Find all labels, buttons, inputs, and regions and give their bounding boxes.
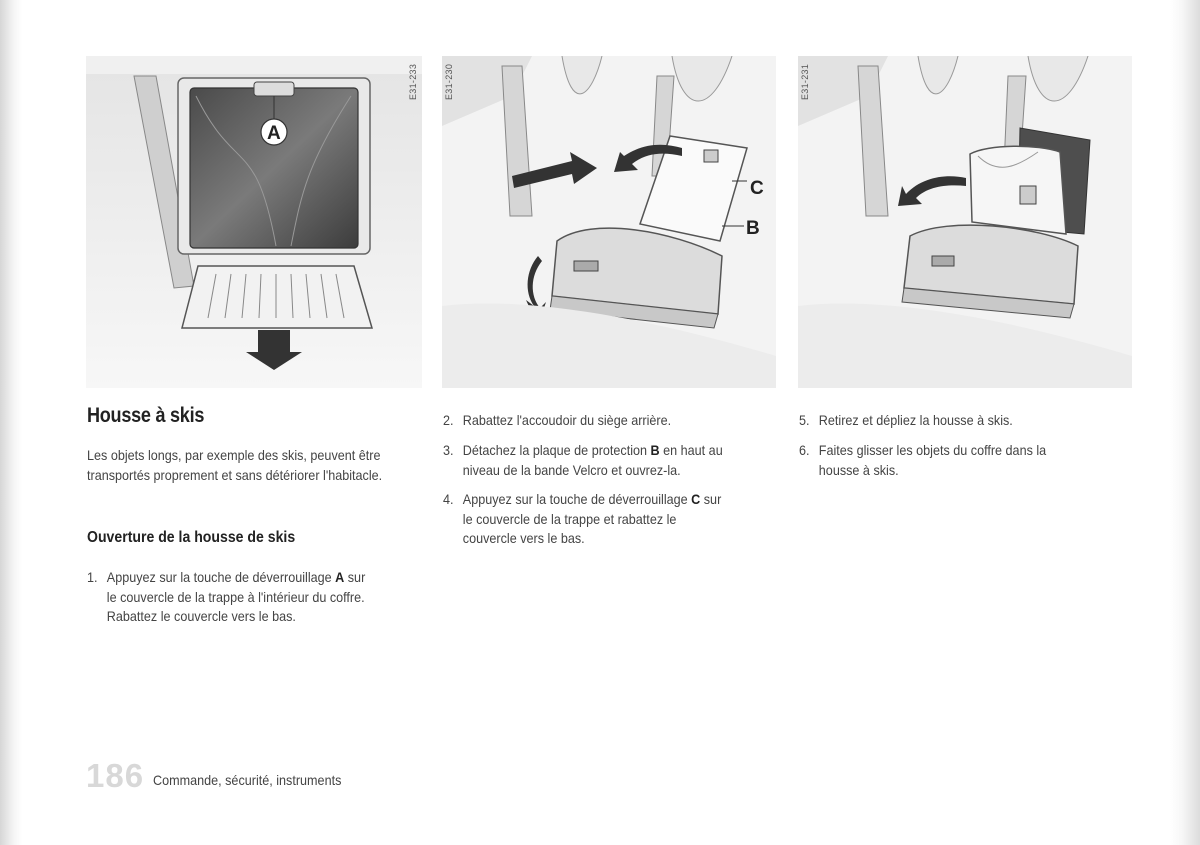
trunk-hatch-illustration (86, 56, 422, 388)
chapter-title: Commande, sécurité, instruments (153, 772, 342, 788)
step-number: 2. (443, 412, 454, 428)
step-text: le couvercle de la trappe et rabattez le (462, 510, 677, 527)
figure-code: E31-230 (444, 63, 454, 100)
figure-code: E31-233 (408, 63, 418, 100)
step-text: Appuyez sur la touche de déverrouillage (462, 491, 692, 507)
intro-text: Les objets longs, par exemple des skis, peuvent être transportés proprement et sans détériorer l'habitacle. (87, 447, 383, 483)
callout-ref-a: A (335, 569, 345, 585)
callout-c: C (750, 178, 764, 199)
figure-armrest-hatch (442, 56, 776, 388)
step-text: le couvercle de la trappe à l'intérieur du coffre. (106, 588, 365, 605)
step-text: sur (344, 569, 366, 585)
figure-ski-bag-unfolded (798, 56, 1132, 388)
callout-b: B (746, 218, 760, 239)
step-5 (799, 411, 1123, 433)
step-number: 5. (799, 412, 810, 428)
step-text: Faites glisser les objets du coffre dans la (818, 442, 1047, 458)
step-number: 4. (443, 491, 454, 507)
step-number: 3. (443, 442, 454, 458)
step-4 (443, 490, 785, 550)
step-text: housse à skis. (818, 461, 899, 478)
step-2 (443, 411, 785, 433)
step-1 (87, 568, 429, 628)
step-number: 1. (87, 569, 98, 585)
page-number: 186 (86, 757, 145, 794)
step-6 (799, 441, 1123, 481)
figure-trunk-hatch (86, 56, 422, 388)
section-title: Housse à skis (87, 404, 205, 427)
step-text: Retirez et dépliez la housse à skis. (818, 412, 1013, 428)
subsection-title: Ouverture de la housse de skis (87, 529, 296, 546)
ski-bag-illustration (798, 56, 1132, 388)
intro-paragraph (87, 446, 411, 485)
step-text: Rabattez le couvercle vers le bas. (106, 608, 296, 624)
page-edge-shadow-right (1170, 0, 1200, 845)
step-text: Rabattez l'accoudoir du siège arrière. (462, 412, 672, 428)
step-number: 6. (799, 442, 810, 458)
step-text: sur (700, 491, 722, 507)
step-text: niveau de la bande Velcro et ouvrez-la. (462, 461, 681, 478)
step-text: Appuyez sur la touche de déverrouillage (106, 569, 336, 585)
armrest-hatch-illustration (442, 56, 776, 388)
page-binding-shadow-left (0, 0, 22, 845)
step-text: couvercle vers le bas. (462, 530, 585, 546)
callout-a: A (267, 123, 281, 144)
step-text: en haut au (659, 442, 723, 458)
callout-ref-c: C (691, 491, 701, 507)
callout-ref-b: B (650, 442, 660, 458)
step-3 (443, 441, 785, 481)
figure-code: E31-231 (800, 63, 810, 100)
step-text: Détachez la plaque de protection (462, 442, 651, 458)
